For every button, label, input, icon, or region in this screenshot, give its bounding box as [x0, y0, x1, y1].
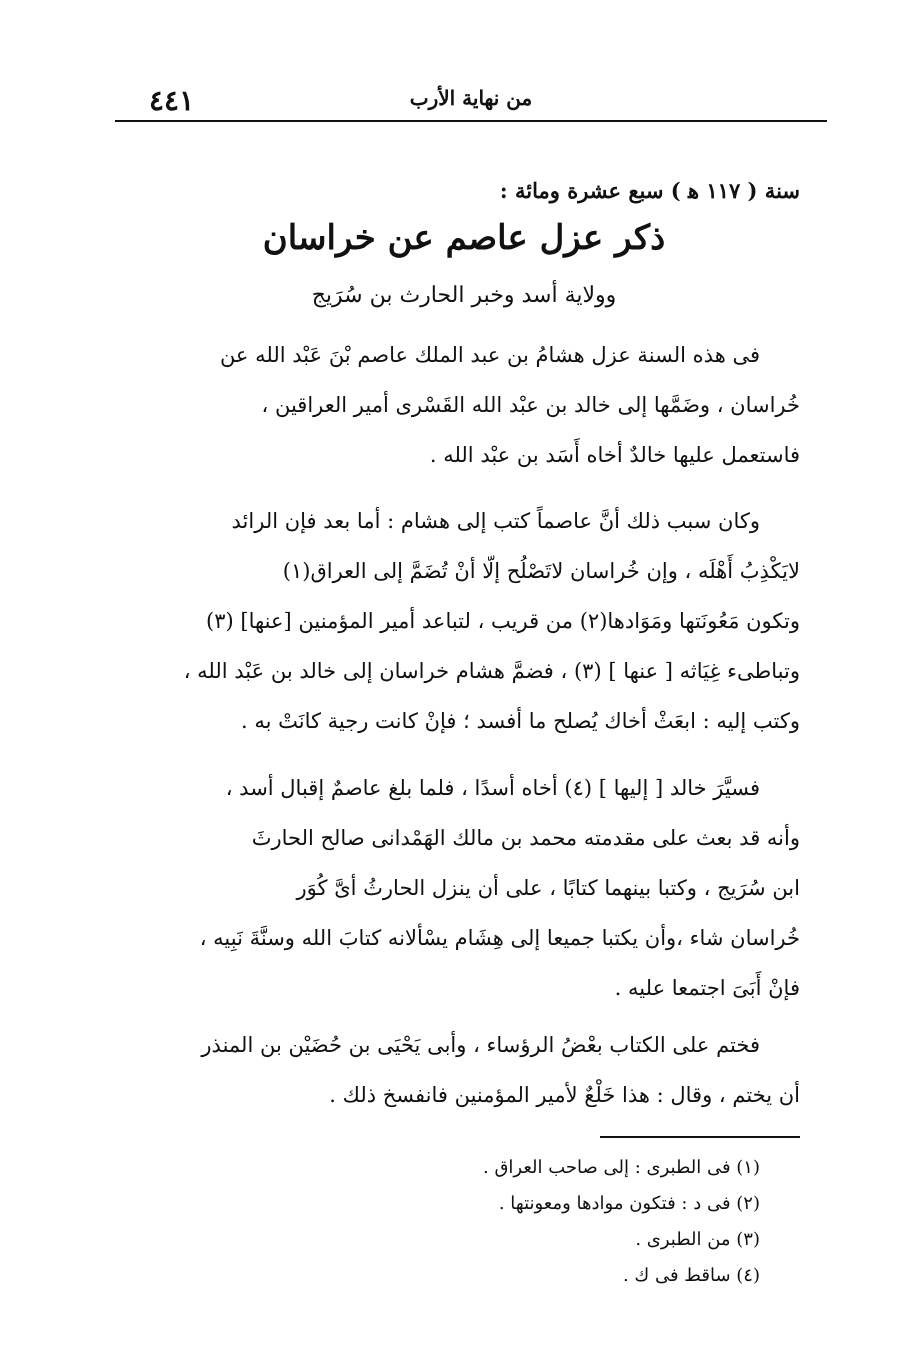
paragraph-line: وتكون مَعُونَتها ومَوَادها(٢) من قريب ، لتباعد أمير المؤمنين [عنها] (٣) — [206, 609, 800, 633]
footnote-3: (٣) من الطبرى . — [635, 1229, 760, 1250]
paragraph-1 — [128, 330, 800, 480]
paragraph-4 — [128, 1020, 800, 1120]
section-subheading: وولاية أسد وخبر الحارث بن سُرَيج — [311, 283, 617, 308]
footnote-4: (٤) ساقط فى ك . — [622, 1265, 760, 1286]
paragraph-line: فإنْ أَبَىَ اجتمعا عليه . — [614, 976, 800, 1000]
year-line: سنة ( ١١٧ ﻫ ) سبع عشرة ومائة : — [499, 178, 800, 203]
footnote-2: (٢) فى د : فتكون موادها ومعونتها . — [498, 1193, 760, 1214]
paragraph-line: لايَكْذِبُ أَهْلَه ، وإن خُراسان لاتَصْلُح إلّا أنْ تُضَمَّ إلى العراق(١) — [282, 559, 800, 583]
paragraph-2 — [128, 496, 800, 746]
paragraph-line: فى هذه السنة عزل هشامُ بن عبد الملك عاصم بْنَ عَبْد الله عن — [219, 343, 760, 367]
paragraph-line: وكتب إليه : ابعَثْ أخاك يُصلح ما أفسد ؛ فإنْ كانت رجية كانَتْ به . — [240, 709, 800, 733]
paragraph-line: وأنه قد بعث على مقدمته محمد بن مالك الهَمْدانى صالح الحارثَ — [251, 826, 800, 850]
paragraph-3 — [128, 763, 800, 1013]
page-header — [115, 82, 827, 118]
paragraph-line: ابن سُرَيج ، وكتبا بينهما كتابًا ، على أن ينزل الحارثُ أىَّ كُوَر — [296, 876, 800, 900]
footnote-1: (١) فى الطبرى : إلى صاحب العراق . — [483, 1157, 760, 1178]
header-rule — [115, 120, 827, 122]
paragraph-line: خُراسان ، وضَمَّها إلى خالد بن عبْد الله القَسْرى أمير العراقين ، — [261, 393, 800, 417]
footnote-rule — [600, 1136, 800, 1138]
paragraph-line: فختم على الكتاب بعْضُ الرؤساء ، وأبى يَحْيَى بن حُضَيْن بن المنذر — [201, 1033, 760, 1057]
paragraph-line: فسيَّرَ خالد [ إليها ] (٤) أخاه أسدًا ، فلما بلغ عاصمٌ إقبال أسد ، — [225, 776, 760, 800]
paragraph-line: وكان سبب ذلك أنَّ عاصماً كتب إلى هشام : أما بعد فإن الرائد — [231, 509, 760, 533]
section-heading: ذكر عزل عاصم عن خراسان — [262, 218, 666, 258]
page-number: ٤٤١ — [149, 84, 195, 117]
paragraph-line: خُراسان شاء ،وأن يكتبا جميعا إلى هِشَام يسْألانه كتابَ الله وسنَّةَ نَبِيه ، — [199, 926, 800, 950]
paragraph-line: أن يختم ، وقال : هذا خَلْعٌ لأمير المؤمنين فانفسخ ذلك . — [329, 1083, 800, 1107]
running-title: من نهاية الأرب — [409, 86, 533, 110]
footnotes — [330, 1150, 760, 1294]
paragraph-line: فاستعمل عليها خالدٌ أخاه أَسَد بن عبْد الله . — [429, 443, 800, 467]
paragraph-line: وتباطىء غِيَاثه [ عنها ] (٣) ، فضمَّ هشام خراسان إلى خالد بن عَبْد الله ، — [183, 659, 800, 683]
